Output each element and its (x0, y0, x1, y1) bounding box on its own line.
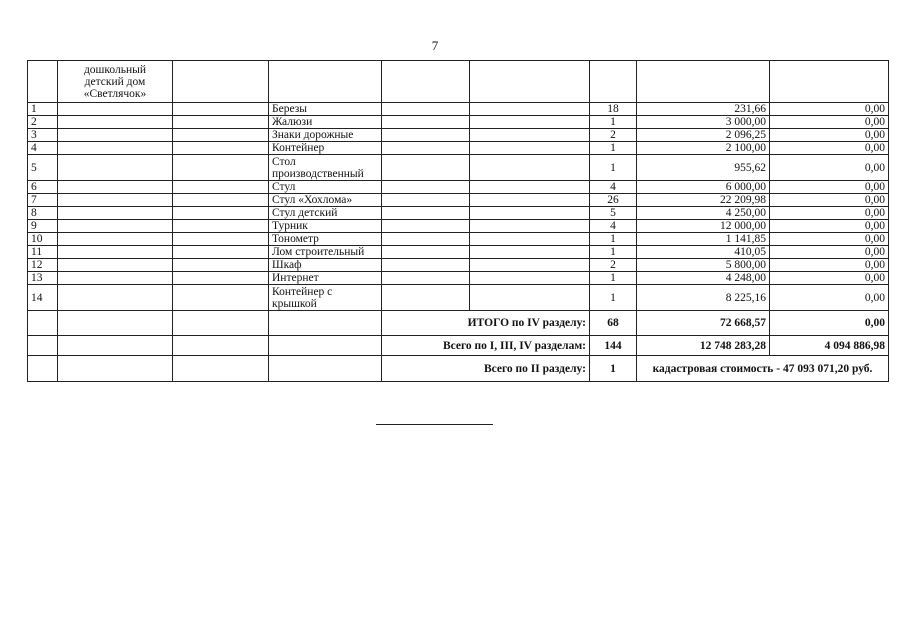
item-name (269, 207, 382, 220)
table-row (28, 129, 889, 142)
table-row (28, 155, 889, 181)
item-residual: 0,00 (770, 285, 889, 311)
table-row (28, 246, 889, 259)
empty-cell (58, 207, 173, 220)
item-quantity: 1 (590, 285, 637, 311)
empty-cell (382, 233, 470, 246)
item-cost: 231,66 (637, 103, 770, 116)
item-residual: 0,00 (770, 259, 889, 272)
empty-cell (173, 207, 269, 220)
item-name-line: Контейнер (272, 142, 325, 154)
item-residual: 0,00 (770, 194, 889, 207)
item-quantity: 1 (590, 116, 637, 129)
item-name (269, 129, 382, 142)
empty-cell (58, 129, 173, 142)
item-name (269, 103, 382, 116)
empty-cell (173, 181, 269, 194)
empty-cell (382, 259, 470, 272)
organization-name-line: дошкольный (83, 63, 147, 76)
item-name (269, 116, 382, 129)
total-sections-1-3-4-residual: 4 094 886,98 (770, 336, 889, 356)
empty-cell (470, 220, 590, 233)
item-name (269, 246, 382, 259)
table-row (28, 142, 889, 155)
item-cost: 3 000,00 (637, 116, 770, 129)
empty-cell (173, 129, 269, 142)
empty-cell (470, 259, 590, 272)
empty-cell (58, 272, 173, 285)
row-number: 12 (28, 259, 58, 272)
empty-cell (58, 103, 173, 116)
empty-cell (470, 103, 590, 116)
table-row (28, 220, 889, 233)
empty-cell (58, 155, 173, 181)
empty-cell (58, 220, 173, 233)
total-sections-1-3-4-row (28, 336, 889, 356)
item-residual: 0,00 (770, 233, 889, 246)
row-number: 4 (28, 142, 58, 155)
item-residual: 0,00 (770, 129, 889, 142)
empty-cell (382, 220, 470, 233)
item-quantity: 26 (590, 194, 637, 207)
row-number: 14 (28, 285, 58, 311)
empty-cell (58, 194, 173, 207)
empty-cell (58, 181, 173, 194)
item-name-line: Лом строительный (272, 246, 365, 258)
row-number: 5 (28, 155, 58, 181)
empty-cell (470, 246, 590, 259)
total-section-4-label: ИТОГО по IV разделу: (382, 311, 590, 336)
item-quantity: 4 (590, 220, 637, 233)
table-row (28, 233, 889, 246)
empty-cell (470, 207, 590, 220)
item-name (269, 155, 382, 181)
total-section-4-qty: 68 (590, 311, 637, 336)
item-quantity: 18 (590, 103, 637, 116)
item-cost: 6 000,00 (637, 181, 770, 194)
item-cost: 1 141,85 (637, 233, 770, 246)
organization-name-line: детский дом (84, 75, 146, 88)
empty-cell (58, 285, 173, 311)
item-quantity: 1 (590, 155, 637, 181)
item-name (269, 142, 382, 155)
item-name-line: Интернет (272, 272, 319, 284)
empty-cell (173, 272, 269, 285)
item-residual: 0,00 (770, 116, 889, 129)
item-cost: 22 209,98 (637, 194, 770, 207)
organization-row (28, 61, 889, 103)
item-name-line: Контейнер с (272, 285, 333, 298)
empty-cell (58, 233, 173, 246)
total-section-4-residual: 0,00 (770, 311, 889, 336)
empty-cell (470, 233, 590, 246)
row-number: 9 (28, 220, 58, 233)
total-section-2-qty: 1 (590, 356, 637, 382)
item-name (269, 181, 382, 194)
item-name-line: Знаки дорожные (272, 129, 354, 141)
item-cost: 8 225,16 (637, 285, 770, 311)
table-row (28, 207, 889, 220)
empty-cell (173, 246, 269, 259)
table-row (28, 181, 889, 194)
total-section-2-row (28, 356, 889, 382)
item-name (269, 220, 382, 233)
item-quantity: 1 (590, 233, 637, 246)
empty-cell (470, 285, 590, 311)
item-cost: 4 250,00 (637, 207, 770, 220)
empty-cell (382, 285, 470, 311)
item-cost: 955,62 (637, 155, 770, 181)
item-quantity: 2 (590, 129, 637, 142)
empty-cell (470, 181, 590, 194)
total-sections-1-3-4-qty: 144 (590, 336, 637, 356)
empty-cell (173, 233, 269, 246)
cadastral-value: кадастровая стоимость - 47 093 071,20 руб. (637, 356, 889, 382)
item-name-line: Стул детский (272, 207, 338, 219)
item-name-line: производственный (272, 167, 364, 180)
item-cost: 5 800,00 (637, 259, 770, 272)
item-name (269, 272, 382, 285)
item-quantity: 1 (590, 272, 637, 285)
item-residual: 0,00 (770, 220, 889, 233)
row-number: 11 (28, 246, 58, 259)
item-residual: 0,00 (770, 272, 889, 285)
table-row (28, 116, 889, 129)
empty-cell (58, 116, 173, 129)
empty-cell (173, 155, 269, 181)
row-number: 1 (28, 103, 58, 116)
item-quantity: 1 (590, 246, 637, 259)
page-number: 7 (431, 38, 439, 53)
total-sections-1-3-4-cost: 12 748 283,28 (637, 336, 770, 356)
organization-name-line: «Светлячок» (83, 87, 147, 100)
table-row (28, 259, 889, 272)
empty-cell (382, 116, 470, 129)
table-row (28, 272, 889, 285)
property-register-table (27, 60, 889, 382)
item-cost: 2 100,00 (637, 142, 770, 155)
item-residual: 0,00 (770, 155, 889, 181)
empty-cell (382, 129, 470, 142)
empty-cell (470, 129, 590, 142)
item-name-line: Стул «Хохлома» (272, 194, 353, 206)
item-name (269, 233, 382, 246)
item-name-line: Березы (272, 103, 307, 115)
empty-cell (173, 142, 269, 155)
item-quantity: 4 (590, 181, 637, 194)
item-residual: 0,00 (770, 246, 889, 259)
row-number: 2 (28, 116, 58, 129)
empty-cell (173, 103, 269, 116)
row-number: 13 (28, 272, 58, 285)
total-sections-1-3-4-label: Всего по I, III, IV разделам: (382, 336, 590, 356)
signature-line (376, 424, 493, 425)
empty-cell (470, 194, 590, 207)
empty-cell (382, 142, 470, 155)
item-name (269, 285, 382, 311)
item-quantity: 1 (590, 142, 637, 155)
item-name-line: Шкаф (272, 259, 302, 271)
row-number: 6 (28, 181, 58, 194)
empty-cell (470, 116, 590, 129)
item-name-line: Тонометр (272, 233, 319, 245)
table-row (28, 103, 889, 116)
item-name (269, 259, 382, 272)
empty-cell (58, 142, 173, 155)
empty-cell (58, 246, 173, 259)
empty-cell (470, 142, 590, 155)
row-number: 10 (28, 233, 58, 246)
item-cost: 12 000,00 (637, 220, 770, 233)
empty-cell (382, 155, 470, 181)
empty-cell (173, 194, 269, 207)
item-name-line: Стол (272, 155, 296, 168)
empty-cell (173, 116, 269, 129)
row-number: 8 (28, 207, 58, 220)
total-section-4-row (28, 311, 889, 336)
empty-cell (173, 259, 269, 272)
item-quantity: 2 (590, 259, 637, 272)
total-section-2-label: Всего по II разделу: (382, 356, 590, 382)
empty-cell (382, 207, 470, 220)
row-number: 7 (28, 194, 58, 207)
item-name (269, 194, 382, 207)
empty-cell (173, 220, 269, 233)
empty-cell (470, 272, 590, 285)
item-residual: 0,00 (770, 103, 889, 116)
table-row (28, 285, 889, 311)
empty-cell (382, 194, 470, 207)
empty-cell (382, 246, 470, 259)
item-name-line: Турник (272, 220, 308, 232)
empty-cell (382, 272, 470, 285)
organization-name-cell (58, 61, 173, 103)
empty-cell (173, 285, 269, 311)
total-section-4-cost: 72 668,57 (637, 311, 770, 336)
item-cost: 4 248,00 (637, 272, 770, 285)
empty-cell (382, 181, 470, 194)
item-name-line: крышкой (272, 297, 317, 310)
item-cost: 410,05 (637, 246, 770, 259)
item-name-line: Стул (272, 181, 296, 193)
item-quantity: 5 (590, 207, 637, 220)
item-cost: 2 096,25 (637, 129, 770, 142)
empty-cell (58, 259, 173, 272)
item-residual: 0,00 (770, 181, 889, 194)
item-residual: 0,00 (770, 207, 889, 220)
empty-cell (382, 103, 470, 116)
table-row (28, 194, 889, 207)
empty-cell (470, 155, 590, 181)
item-residual: 0,00 (770, 142, 889, 155)
item-name-line: Жалюзи (272, 116, 313, 128)
row-number: 3 (28, 129, 58, 142)
